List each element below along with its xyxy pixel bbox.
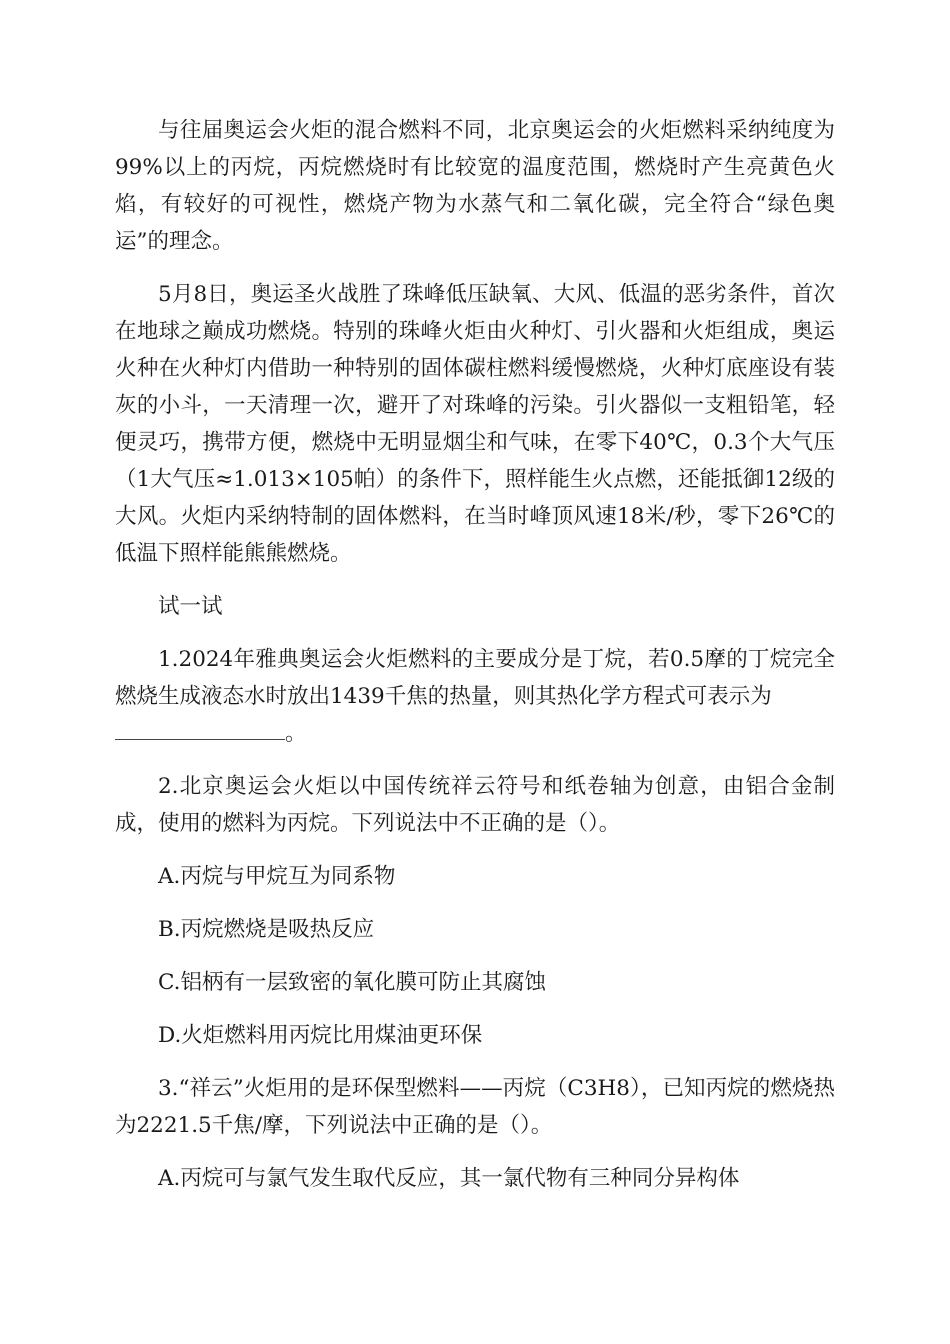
question-3: 3.“祥云”火炬用的是环保型燃料——丙烷（C3H8），已知丙烷的燃烧热为2221.5千焦/摩，下列说法中正确的是（）。 <box>115 1076 835 1138</box>
question-2-option-d: D.火炬燃料用丙烷比用煤油更环保 <box>158 1023 483 1048</box>
question-1-tail: 。 <box>285 721 307 746</box>
question-1-text: 1.2024年雅典奥运会火炬燃料的主要成分是丁烷，若0.5摩的丁烷完全燃烧生成液态水时放出1439千焦的热量，则其热化学方程式可表示为 <box>115 647 835 709</box>
paragraph-everest-torch: 5月8日，奥运圣火战胜了珠峰低压缺氧、大风、低温的恶劣条件，首次在地球之巅成功燃烧。特别的珠峰火炬由火种灯、引火器和火炬组成，奥运火种在火种灯内借助一种特别的固体碳柱燃料缓慢燃烧，火种灯底座设有装灰的小斗，一天清理一次，避开了对珠峰的污染。引火器似一支粗铅笔，轻便灵巧，携带方便，燃烧中无明显烟尘和气味，在零下40℃，0.3个大气压（1大气压≈1.013×105帕）的条件下，照样能生火点燃，还能抵御12级的大风。火炬内采纳特制的固体燃料，在当时峰顶风速18米/秒，零下26℃的低温下照样能熊熊燃烧。 <box>115 282 835 566</box>
question-3-option-a: A.丙烷可与氯气发生取代反应，其一氯代物有三种同分异构体 <box>158 1166 740 1191</box>
question-2-option-a: A.丙烷与甲烷互为同系物 <box>158 864 396 889</box>
question-2-option-c: C.铝柄有一层致密的氧化膜可防止其腐蚀 <box>158 970 547 995</box>
question-1-answer-line <box>115 715 835 752</box>
section-title: 试一试 <box>158 594 223 619</box>
question-2-option-b: B.丙烷燃烧是吸热反应 <box>158 917 375 942</box>
paragraph-fuel-intro: 与往届奥运会火炬的混合燃料不同，北京奥运会的火炬燃料采纳纯度为99%以上的丙烷，丙烷燃烧时有比较宽的温度范围，燃烧时产生亮黄色火焰，有较好的可视性，燃烧产物为水蒸气和二氧化碳，完全符合“绿色奥运”的理念。 <box>115 118 835 254</box>
answer-blank[interactable] <box>115 717 285 740</box>
question-1 <box>115 641 835 715</box>
document-page <box>115 112 835 1213</box>
question-2: 2.北京奥运会火炬以中国传统祥云符号和纸卷轴为创意，由铝合金制成，使用的燃料为丙烷。下列说法中不正确的是（）。 <box>115 774 835 836</box>
